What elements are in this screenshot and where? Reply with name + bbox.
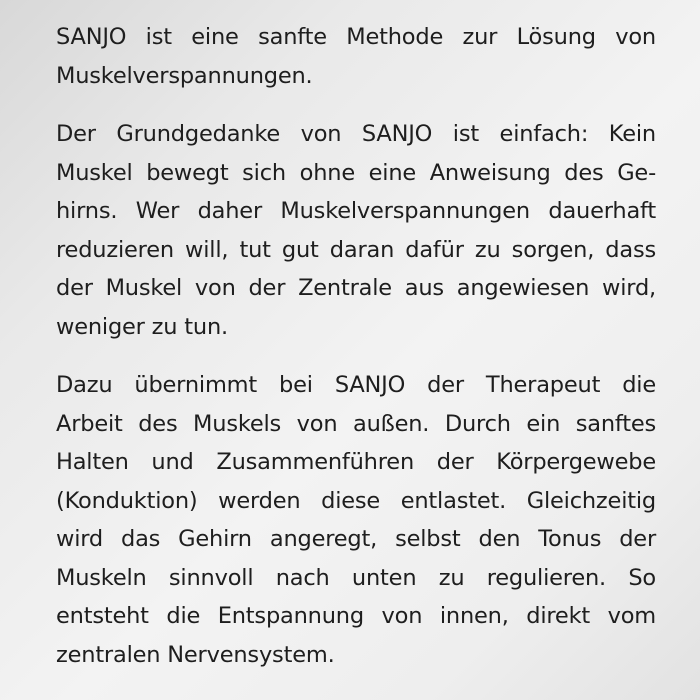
text-line: entsteht die Entspannung von innen, direkt vom	[56, 603, 656, 629]
paragraph-intro	[56, 18, 656, 95]
paragraph-grundgedanke	[56, 115, 656, 346]
text-line: der Muskel von der Zentrale aus angewiesen wird,	[56, 275, 656, 301]
text-line: reduzieren will, tut gut daran dafür zu sorgen, dass	[56, 236, 656, 263]
text-line: Muskelverspannungen.	[56, 62, 313, 89]
text-line: wird das Gehirn angeregt, selbst den Tonus der	[56, 526, 656, 552]
paragraph-therapeut	[56, 366, 656, 674]
text-line: Muskeln sinnvoll nach unten zu regulieren. So	[56, 564, 656, 591]
text-line: Der Grundgedanke von SANJO ist einfach: Kein	[56, 121, 656, 147]
text-line: Muskel bewegt sich ohne eine Anweisung des Ge-	[56, 159, 656, 186]
text-line: hirns. Wer daher Muskelverspannungen dauerhaft	[56, 198, 656, 224]
text-line: weniger zu tun.	[56, 313, 229, 340]
text-line: zentralen Nervensystem.	[56, 641, 335, 668]
text-line: Dazu übernimmt bei SANJO der Therapeut die	[56, 372, 656, 398]
text-line: (Konduktion) werden diese entlastet. Gleichzeitig	[56, 487, 656, 514]
text-line: SANJO ist eine sanfte Methode zur Lösung von	[56, 24, 656, 50]
text-line: Halten und Zusammenführen der Körpergewebe	[56, 449, 656, 475]
text-line: Arbeit des Muskels von außen. Durch ein sanftes	[56, 410, 656, 437]
document-body	[56, 18, 656, 674]
